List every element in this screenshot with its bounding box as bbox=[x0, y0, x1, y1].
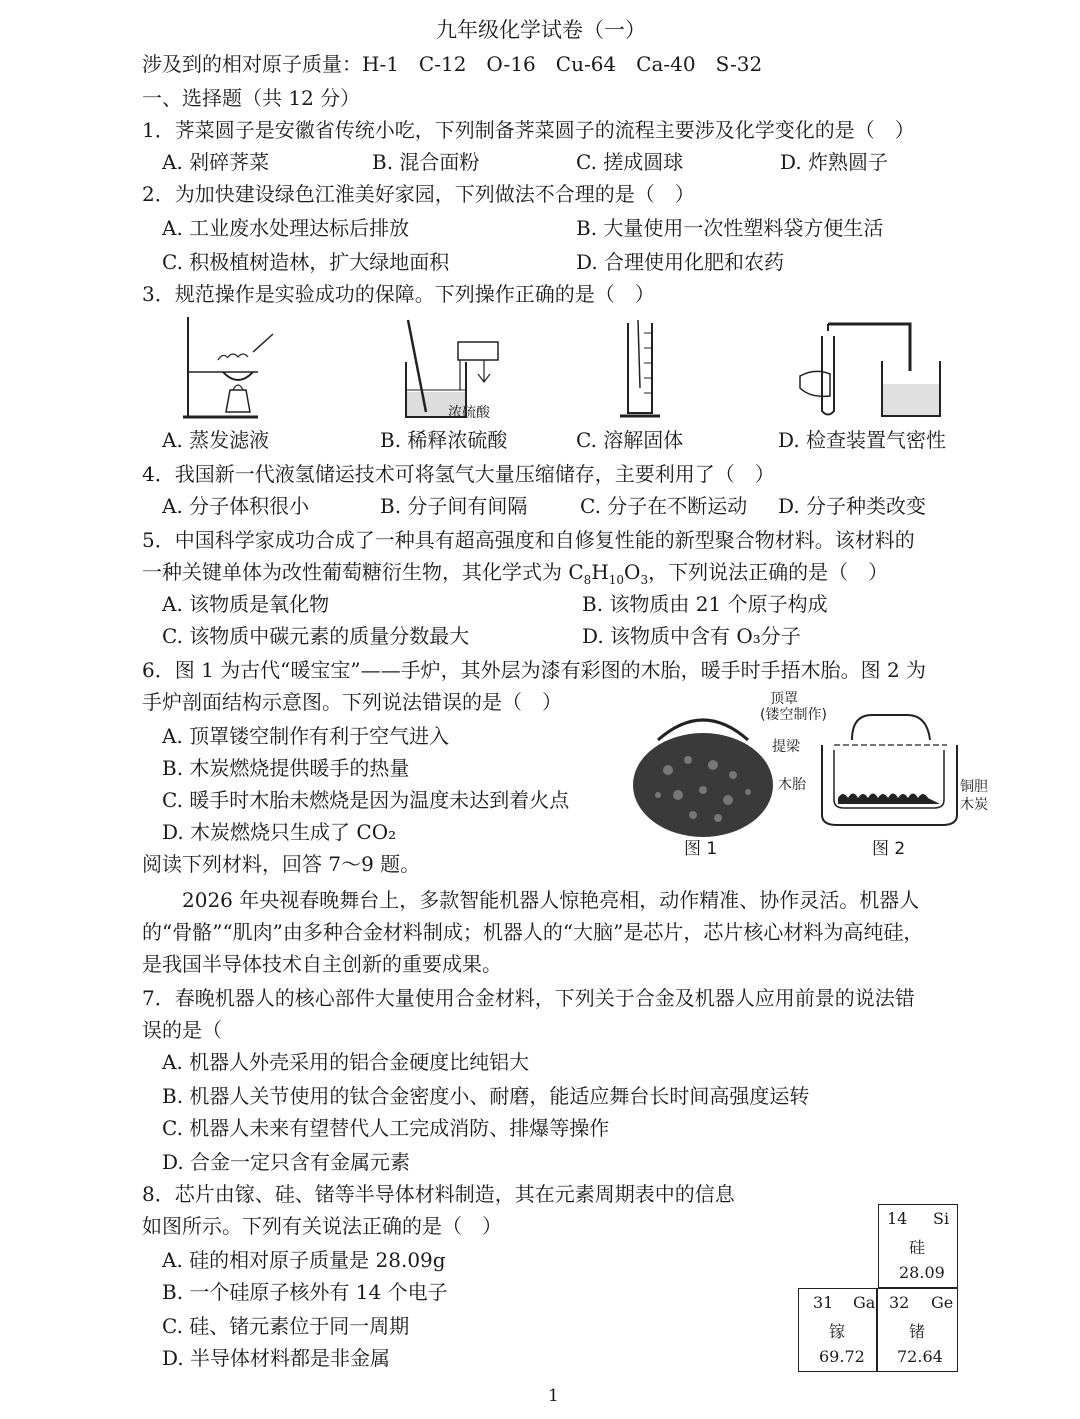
q4-option-d: D. 分子种类改变 bbox=[778, 494, 927, 518]
airtightness-check-figure bbox=[790, 316, 950, 421]
q3-stem: 3．规范操作是实验成功的保障。下列操作正确的是（ ） bbox=[142, 282, 655, 306]
page-number: 1 bbox=[548, 1386, 559, 1406]
q7-option-d: D. 合金一定只含有金属元素 bbox=[162, 1150, 411, 1174]
label-top-cover: 顶罩 bbox=[770, 691, 798, 707]
q5-stem-line1: 5．中国科学家成功合成了一种具有超高强度和自修复性能的新型聚合物材料。该材料的 bbox=[142, 528, 915, 552]
section-heading: 一、选择题（共 12 分） bbox=[142, 86, 361, 110]
figure-2-caption: 图 2 bbox=[872, 839, 906, 859]
q2-option-c: C. 积极植树造林，扩大绿地面积 bbox=[162, 250, 450, 274]
q8-stem-line1: 8．芯片由镓、硅、锗等半导体材料制造，其在元素周期表中的信息 bbox=[142, 1182, 735, 1206]
graduated-cylinder-figure bbox=[608, 318, 678, 423]
q7-option-b: B. 机器人关节使用的钛合金密度小、耐磨，能适应舞台长时间高强度运转 bbox=[162, 1084, 810, 1108]
label-copper-pot: 铜胆 bbox=[960, 779, 988, 795]
q5-option-a: A. 该物质是氧化物 bbox=[162, 592, 330, 616]
q4-option-c: C. 分子在不断运动 bbox=[580, 494, 748, 518]
label-wood-body: 木胎 bbox=[778, 777, 806, 793]
q6-stem-line1: 6．图 1 为古代“暖宝宝”——手炉，其外层为漆有彩图的木胎，暖手时手捂木胎。图 2 为 bbox=[142, 658, 927, 682]
q8-stem-line2: 如图所示。下列有关说法正确的是（ ） bbox=[142, 1214, 502, 1238]
q2-option-a: A. 工业废水处理达标后排放 bbox=[162, 216, 410, 240]
q1-option-d: D. 炸熟圆子 bbox=[780, 150, 889, 174]
q7-option-c: C. 机器人未来有望替代人工完成消防、排爆等操作 bbox=[162, 1116, 610, 1140]
q2-option-d: D. 合理使用化肥和农药 bbox=[576, 250, 785, 274]
q1-option-a: A. 剁碎荠菜 bbox=[162, 150, 270, 174]
q4-option-a: A. 分子体积很小 bbox=[162, 494, 310, 518]
q3-option-a: A. 蒸发滤液 bbox=[162, 428, 270, 452]
material-line1: 2026 年央视春晚舞台上，多款智能机器人惊艳亮相，动作精准、协作灵活。机器人 bbox=[182, 888, 920, 912]
hand-warmer-cross-section bbox=[812, 700, 962, 830]
evaporation-apparatus-figure bbox=[178, 312, 288, 422]
element-cell-gallium: 31 Ga 镓 69.72 bbox=[798, 1288, 878, 1372]
q7-stem-line1: 7．春晚机器人的核心部件大量使用合金材料，下列关于合金及机器人应用前景的说法错 bbox=[142, 986, 915, 1010]
material-line2: 的“骨骼”“肌肉”由多种合金材料制成；机器人的“大脑”是芯片，芯片核心材料为高纯硅， bbox=[142, 920, 924, 944]
q8-option-a: A. 硅的相对原子质量是 28.09g bbox=[162, 1248, 446, 1272]
reading-instruction: 阅读下列材料，回答 7～9 题。 bbox=[142, 852, 421, 876]
label-charcoal: 木炭 bbox=[960, 797, 988, 813]
q6-option-d: D. 木炭燃烧只生成了 CO₂ bbox=[162, 820, 397, 844]
page-title: 九年级化学试卷（一） bbox=[436, 18, 646, 42]
q6-stem-line2: 手炉剖面结构示意图。下列说法错误的是（ ） bbox=[142, 690, 562, 714]
label-handle: 提梁 bbox=[772, 739, 800, 755]
q6-option-a: A. 顶罩镂空制作有利于空气进入 bbox=[162, 724, 450, 748]
q1-option-b: B. 混合面粉 bbox=[372, 150, 480, 174]
q8-option-c: C. 硅、锗元素位于同一周期 bbox=[162, 1314, 410, 1338]
q5-stem-line2: 一种关键单体为改性葡萄糖衍生物，其化学式为 $C_8H_{10}O_3$，下列说法正确的是（ ） bbox=[142, 560, 889, 587]
q8-option-b: B. 一个硅原子核外有 14 个电子 bbox=[162, 1280, 448, 1304]
q2-stem: 2．为加快建设绿色江淮美好家园，下列做法不合理的是（ ） bbox=[142, 182, 695, 206]
q4-option-b: B. 分子间有间隔 bbox=[380, 494, 528, 518]
q7-option-a: A. 机器人外壳采用的铝合金硬度比纯铝大 bbox=[162, 1050, 530, 1074]
q3-option-b: B. 稀释浓硫酸 bbox=[380, 428, 508, 452]
conc-sulfuric-acid-label: 浓硫酸 bbox=[448, 405, 490, 421]
q6-option-b: B. 木炭燃烧提供暖手的热量 bbox=[162, 756, 410, 780]
figure-1-caption: 图 1 bbox=[684, 839, 718, 859]
q8-option-d: D. 半导体材料都是非金属 bbox=[162, 1346, 391, 1370]
element-cell-silicon: 14 Si 硅 28.09 bbox=[878, 1204, 958, 1288]
q1-stem: 1．荠菜圆子是安徽省传统小吃，下列制备荠菜圆子的流程主要涉及化学变化的是（ ） bbox=[142, 118, 915, 142]
q7-stem-line2: 误的是（ bbox=[142, 1018, 222, 1042]
atomic-masses: 涉及到的相对原子质量：H-1 C-12 O-16 Cu-64 Ca-40 S-32 bbox=[142, 52, 763, 76]
q5-option-b: B. 该物质由 21 个原子构成 bbox=[582, 592, 828, 616]
hand-warmer-photo bbox=[628, 700, 778, 840]
material-line3: 是我国半导体技术自主创新的重要成果。 bbox=[142, 952, 502, 976]
q5-option-c: C. 该物质中碳元素的质量分数最大 bbox=[162, 624, 470, 648]
q3-option-c: C. 溶解固体 bbox=[576, 428, 684, 452]
q5-option-d: D. 该物质中含有 O₃分子 bbox=[582, 624, 801, 648]
q6-option-c: C. 暖手时木胎未燃烧是因为温度未达到着火点 bbox=[162, 788, 570, 812]
q1-option-c: C. 搓成圆球 bbox=[576, 150, 684, 174]
q4-stem: 4．我国新一代液氢储运技术可将氢气大量压缩储存，主要利用了（ ） bbox=[142, 462, 775, 486]
q3-option-d: D. 检查装置气密性 bbox=[778, 428, 947, 452]
q2-option-b: B. 大量使用一次性塑料袋方便生活 bbox=[576, 216, 884, 240]
element-cell-germanium: 32 Ge 锗 72.64 bbox=[876, 1288, 958, 1372]
label-top-cover-note: (镂空制作) bbox=[760, 707, 827, 723]
